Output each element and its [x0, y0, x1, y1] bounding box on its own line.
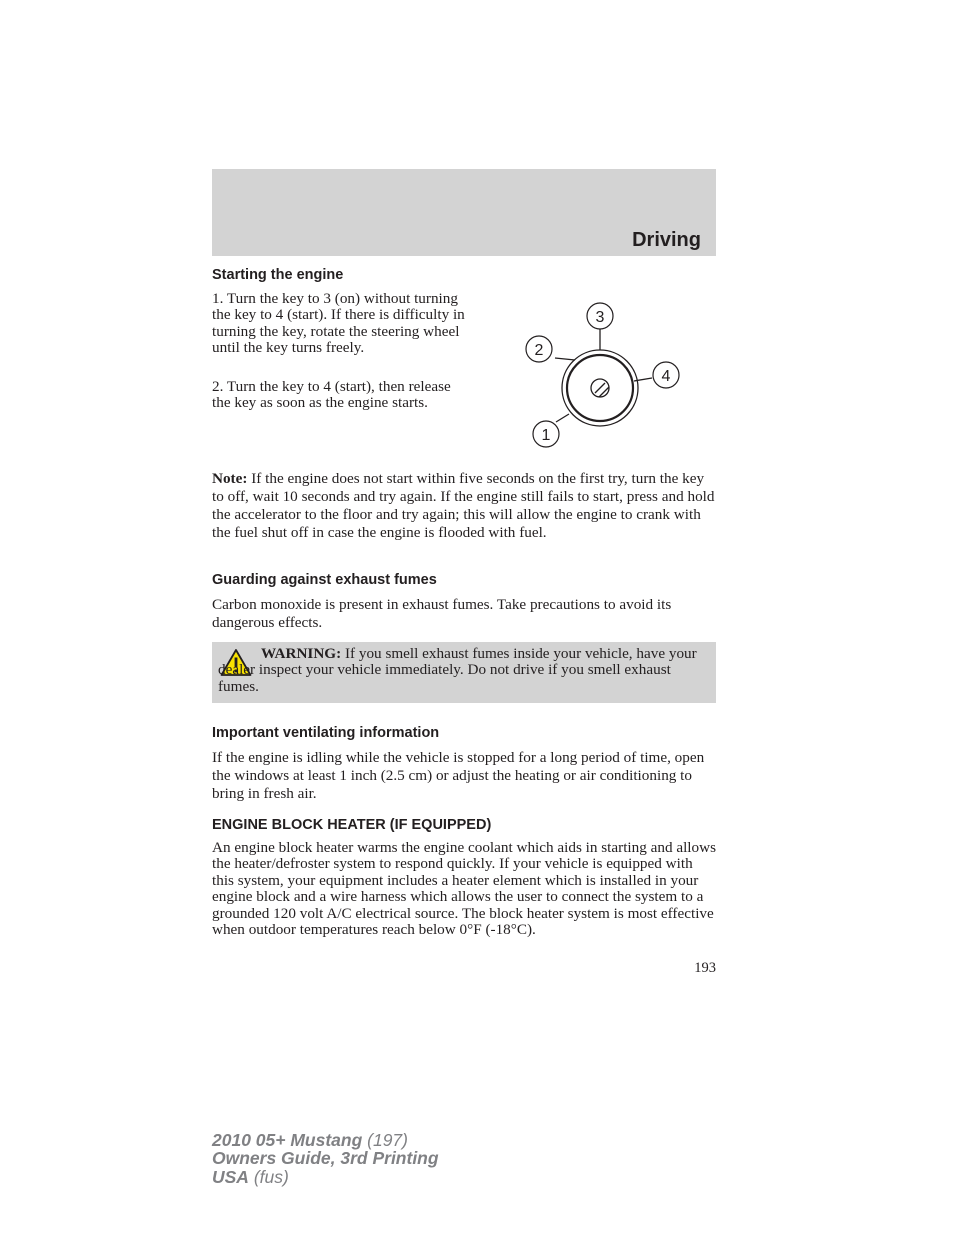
- step-2-text: 2. Turn the key to 4 (start), then release the key as soon as the engine starts.: [212, 378, 451, 412]
- footer-line-3: USA (fus): [212, 1166, 289, 1187]
- position-4-label: 4: [661, 368, 671, 385]
- exhaust-body: Carbon monoxide is present in exhaust fumes. Take precautions to avoid its dangerous effects.: [212, 596, 672, 631]
- note-paragraph: [212, 470, 718, 542]
- footer-line-2: Owners Guide, 3rd Printing: [212, 1148, 439, 1169]
- note-label: Note:: [212, 470, 248, 487]
- chapter-title: Driving: [632, 229, 701, 251]
- position-2-tick: [555, 358, 575, 360]
- chapter-header-band: [212, 169, 716, 256]
- step-1-text: 1. Turn the key to 3 (on) without turning the key to 4 (start). If there is difficulty in turning the key, rotate the steering wheel until the key turns freely.: [212, 290, 465, 357]
- warning-label: WARNING:: [261, 645, 342, 662]
- position-3-label: 3: [595, 309, 605, 326]
- note-text: If the engine does not start within five seconds on the first try, turn the key to off, wait 10 seconds and try again. If the engine still fails to start, press and hold the accelerator to the floor and try again; this will allow the engine to crank with the fuel shut off in case the engine is flooded with fuel.: [212, 470, 715, 541]
- section-heading-ventilating: Important ventilating information: [212, 725, 440, 741]
- section-heading-block-heater: ENGINE BLOCK HEATER (IF EQUIPPED): [212, 817, 492, 833]
- ventilating-body: If the engine is idling while the vehicle is stopped for a long period of time, open the windows at least 1 inch (2.5 cm) or adjust the heating or air conditioning to bring in fresh air.: [212, 749, 705, 802]
- position-2-label: 2: [534, 342, 544, 359]
- page-number: 193: [694, 960, 716, 976]
- section-heading-exhaust: Guarding against exhaust fumes: [212, 572, 437, 588]
- position-1-label: 1: [541, 427, 551, 444]
- footer-publication-info: [212, 1131, 439, 1186]
- footer-line-1: 2010 05+ Mustang (197): [212, 1130, 408, 1150]
- warning-text: If you smell exhaust fumes inside your vehicle, have your dealer inspect your vehicle immediately. Do not drive if you smell exhaust fumes.: [218, 645, 697, 695]
- warning-paragraph: [218, 646, 710, 695]
- ignition-switch-diagram: [518, 298, 688, 453]
- section-heading-starting: Starting the engine: [212, 267, 344, 283]
- position-1-tick: [556, 414, 569, 422]
- warning-box: [212, 642, 716, 703]
- block-heater-body: An engine block heater warms the engine coolant which aids in starting and allows the heater/defroster system to respond quickly. If your vehicle is equipped with this system, your equipment includes a heater element which is installed in your engine block and a wire harness which allows the user to connect the system to a grounded 120 volt A/C electrical source. The block heater system is most effective when outdoor temperatures reach below 0°F (-18°C).: [212, 839, 716, 939]
